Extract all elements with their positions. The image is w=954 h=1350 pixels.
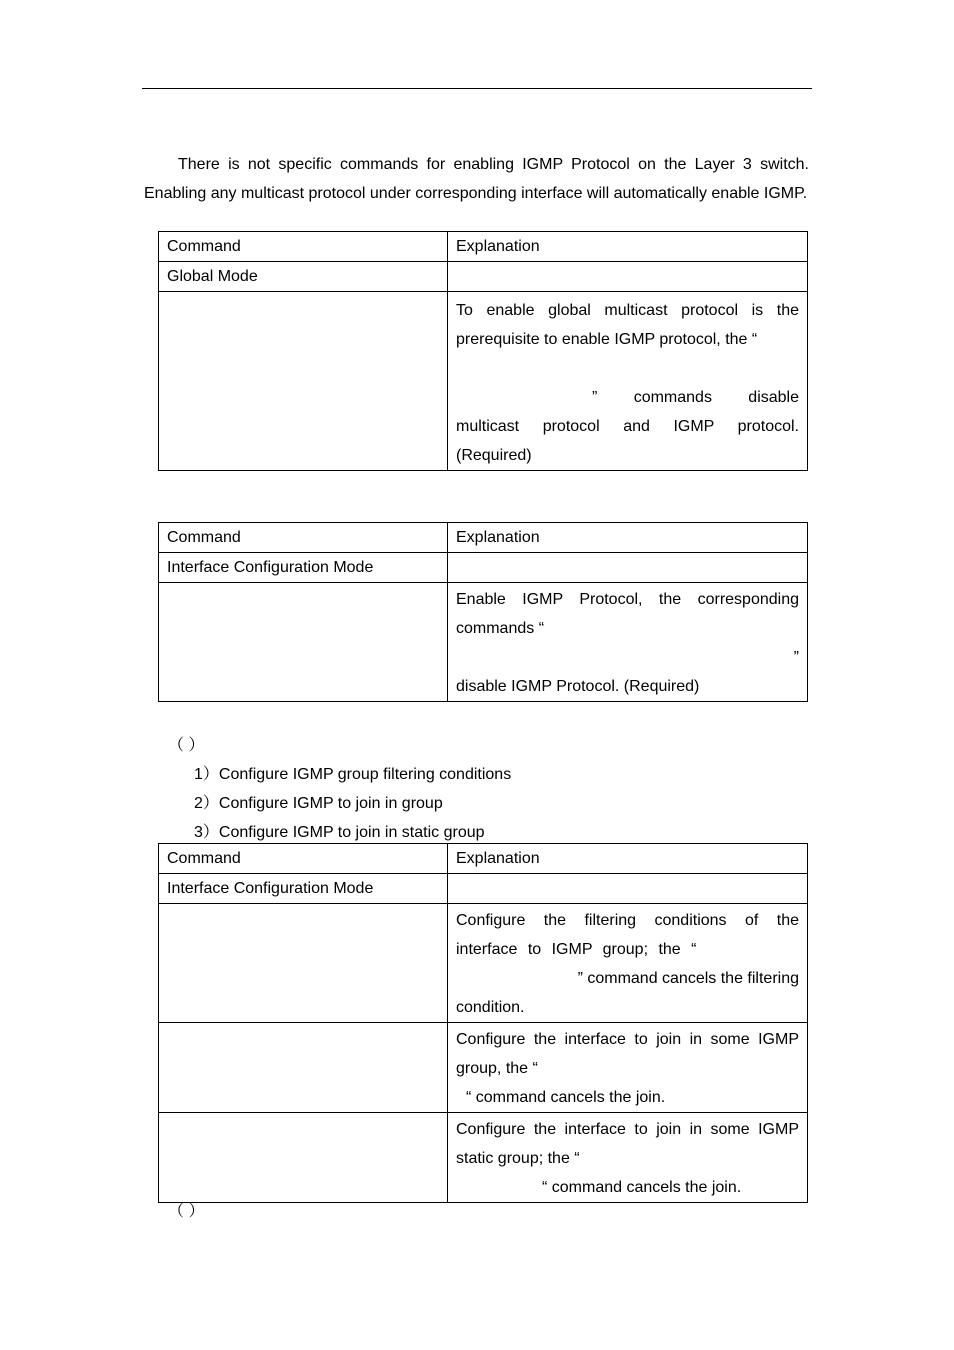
igmp-group-command-table: [158, 843, 808, 1203]
list-item: 3）Configure IGMP to join in static group: [194, 824, 485, 841]
explanation-line: “ command cancels the join.: [542, 1179, 742, 1196]
table-row: [159, 583, 808, 702]
explanation-line: ” command cancels the filtering: [577, 970, 799, 987]
mode-label: Interface Configuration Mode: [159, 553, 448, 583]
mode-empty-cell: [448, 874, 808, 904]
command-cell: [159, 1113, 448, 1203]
explanation-line: (Required): [456, 447, 532, 464]
header-rule: [142, 88, 812, 89]
list-item: 2）Configure IGMP to join in group: [194, 795, 443, 812]
explanation-line: prerequisite to enable IGMP protocol, the “: [456, 331, 758, 348]
mode-row: [159, 553, 808, 583]
explanation-line: interface to IGMP group; the “: [456, 941, 697, 958]
mode-row: [159, 874, 808, 904]
column-header-command: Command: [159, 523, 448, 553]
column-header-explanation: Explanation: [448, 844, 808, 874]
intro-paragraph: There is not specific commands for enabling IGMP Protocol on the Layer 3 switch. Enabling any multicast protocol under corresponding interface will automatically enable IGMP.: [144, 156, 809, 202]
command-cell: [159, 292, 448, 471]
column-header-command: Command: [159, 232, 448, 262]
explanation-line: Configure the filtering conditions of the: [456, 912, 799, 929]
explanation-line: Configure the interface to join in some IGMP: [456, 1031, 799, 1048]
global-mode-command-table: [158, 231, 808, 471]
mode-label: Interface Configuration Mode: [159, 874, 448, 904]
explanation-cell: [448, 1023, 808, 1113]
explanation-line: group, the “: [456, 1060, 538, 1077]
explanation-cell: [448, 583, 808, 702]
column-header-explanation: Explanation: [448, 523, 808, 553]
explanation-line: “ command cancels the join.: [466, 1089, 666, 1106]
table-header-row: [159, 523, 808, 553]
command-cell: [159, 1023, 448, 1113]
explanation-cell: [448, 1113, 808, 1203]
blank-line: [456, 354, 799, 383]
explanation-line: disable IGMP Protocol. (Required): [456, 678, 700, 695]
explanation-cell: [448, 904, 808, 1023]
mode-label: Global Mode: [159, 262, 448, 292]
table-row: [159, 1023, 808, 1113]
command-cell: [159, 904, 448, 1023]
command-cell: [159, 583, 448, 702]
mode-row: [159, 262, 808, 292]
explanation-line: To enable global multicast protocol is the: [456, 302, 799, 319]
table-row: [159, 1113, 808, 1203]
explanation-line: static group; the “: [456, 1150, 580, 1167]
explanation-cell: [448, 292, 808, 471]
section-marker: （ ）: [168, 1203, 205, 1220]
section-marker: （ ）: [168, 737, 205, 754]
explanation-line: ”: [793, 649, 799, 666]
mode-empty-cell: [448, 262, 808, 292]
explanation-line: commands “: [456, 620, 545, 637]
interface-mode-command-table: [158, 522, 808, 702]
table-row: [159, 904, 808, 1023]
explanation-line: Enable IGMP Protocol, the corresponding: [456, 591, 799, 608]
explanation-line: condition.: [456, 999, 525, 1016]
list-item: 1）Configure IGMP group filtering conditions: [194, 766, 512, 783]
mode-empty-cell: [448, 553, 808, 583]
table-header-row: [159, 232, 808, 262]
table-header-row: [159, 844, 808, 874]
table-row: [159, 292, 808, 471]
column-header-explanation: Explanation: [448, 232, 808, 262]
explanation-line: ” commands disable: [592, 389, 799, 406]
column-header-command: Command: [159, 844, 448, 874]
explanation-line: multicast protocol and IGMP protocol.: [456, 418, 799, 435]
explanation-line: Configure the interface to join in some IGMP: [456, 1121, 799, 1138]
